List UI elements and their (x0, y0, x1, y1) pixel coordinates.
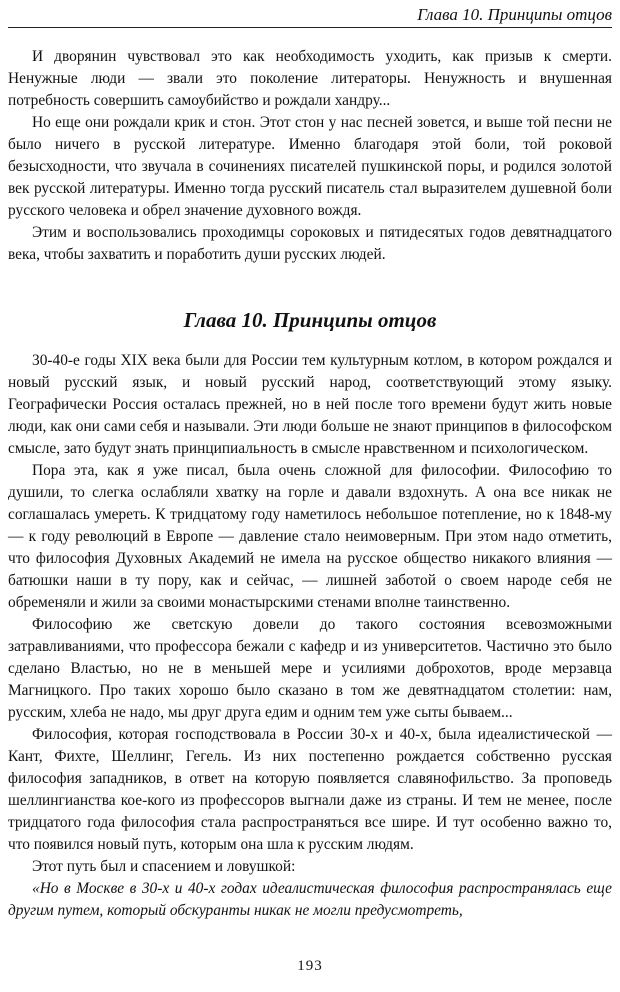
paragraph: Философия, которая господствовала в России 30-х и 40-х, была идеалистической — Кант, Фихте, Шеллинг, Гегель. Из них постепенно рождается собственно русская философия западников, в ответ на которую появляется славянофильство. За проповедь шеллингианства кое-кого из профессоров выгнали даже из страны. И тем не менее, после тридцатого года философия стала распространяться все шире. И тут особенно важно то, что появился новый путь, которым она шла к русским людям. (8, 726, 612, 853)
header-rule (8, 27, 612, 28)
paragraph: И дворянин чувствовал это как необходимость уходить, как призыв к смерти. Ненужные люди — звали это поколение литераторы. Ненужность и внушенная потребность совершить самоубийство и рождали хандру... (8, 48, 612, 109)
paragraph: 30-40-е годы XIX века были для России тем культурным котлом, в котором рождался и новый русский язык, и новый русский народ, соответствующий этому языку. Географически Россия осталась прежней, но в ней после того времени будут жить новые люди, как они сами себя и называли. Эти люди больше не знают принципов в философском смысле, зато будут знать принципиальность в смысле нравственном и психологическом. (8, 352, 612, 457)
page-number: 193 (297, 958, 323, 974)
running-header: Глава 10. Принципы отцов (417, 5, 612, 24)
quotation: «Но в Москве в 30-х и 40-х годах идеалистическая философия распространялась еще другим путем, который обскуранты никак не могли предусмотреть, (8, 880, 612, 919)
paragraph: Этим и воспользовались проходимцы сороковых и пятидесятых годов девятнадцатого века, чтобы захватить и поработить души русских людей. (8, 224, 612, 263)
paragraph: Философию же светскую довели до такого состояния всевозможными затравливаниями, что профессора бежали с кафедр и из университетов. Частично это было сделано Властью, но не в меньшей мере и усилиями доброхотов, вроде мерзавца Магницкого. Про таких хорошо было сказано в том же девятнадцатом столетии: нам, русским, хлеба не надо, мы друг друга едим и одним тем уже сыты бываем... (8, 616, 612, 721)
intro-text (8, 46, 612, 266)
paragraph: Пора эта, как я уже писал, была очень сложной для философии. Философию то душили, то слегка ослабляли хватку на горле и давали вздохнуть. А она все никак не соглашалась умереть. К тридцатому году наметилось небольшое потепление, но к 1848-му — к году революций в Европе — давление стало неимоверным. При этом надо отметить, что философия Духовных Академий не имела на русское общество никакого влияния — батюшки наши в ту пору, как и сейчас, — лишней заботой о своем народе себя не обременяли и жили за своими монастырскими стенами вполне таинственно. (8, 462, 612, 611)
chapter-text (8, 350, 612, 922)
chapter-title: Глава 10. Принципы отцов (183, 308, 437, 332)
paragraph: Этот путь был и спасением и ловушкой: (32, 858, 296, 875)
paragraph: Но еще они рождали крик и стон. Этот стон у нас песней зовется, и выше той песни не было ничего в русской литературе. Именно благодаря этой боли, той роковой безысходности, что звучала в сочинениях писателей пушкинской поры, и родился золотой век русской литературы. Именно тогда русский писатель стал выразителем душевной боли русского человека и обрел значение духовного вождя. (8, 114, 612, 219)
